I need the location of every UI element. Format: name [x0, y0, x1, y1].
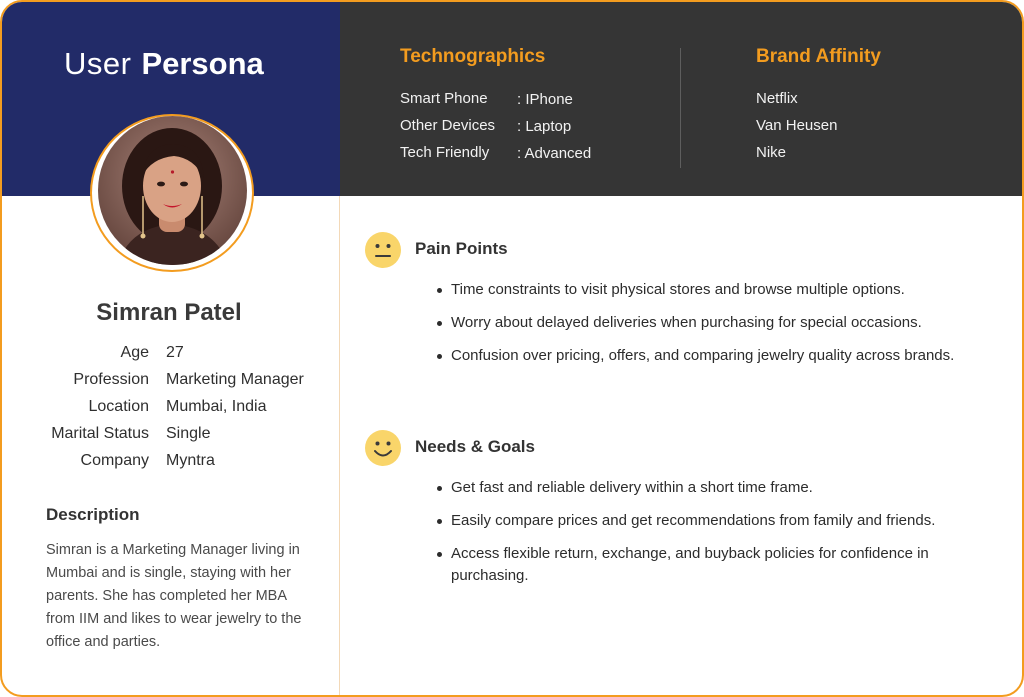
smiling-face-icon: [364, 429, 402, 467]
needs-goals-list: [436, 477, 996, 598]
technographics-key: Tech Friendly: [400, 144, 490, 161]
persona-name: Simran Patel: [96, 299, 242, 326]
detail-row: [2, 371, 340, 398]
neutral-face-icon: [364, 231, 402, 269]
needs-goals-title: Needs & Goals: [415, 437, 535, 456]
header-divider: [680, 48, 681, 168]
list-item: Get fast and reliable delivery within a short time frame.: [436, 477, 996, 499]
description-title: Description: [46, 505, 140, 524]
technographics-value: : IPhone: [517, 91, 573, 108]
detail-value: Single: [166, 425, 211, 442]
title-light: User: [64, 46, 132, 81]
brand-item: Netflix: [756, 90, 798, 107]
detail-value: Mumbai, India: [166, 398, 267, 415]
brand-item: Nike: [756, 144, 787, 161]
avatar: [98, 116, 247, 265]
brand-item: Van Heusen: [756, 117, 838, 134]
brand-affinity-title: Brand Affinity: [756, 46, 881, 67]
technographics-key: Other Devices: [400, 117, 496, 134]
detail-row: [2, 425, 340, 452]
list-item: Easily compare prices and get recommendations from family and friends.: [436, 510, 996, 532]
detail-key: Location: [88, 398, 149, 415]
detail-value: Marketing Manager: [166, 371, 304, 388]
detail-key: Profession: [73, 371, 149, 388]
title-bold: Persona: [141, 46, 264, 81]
technographics-value: : Advanced: [517, 145, 592, 162]
technographics-key: Smart Phone: [400, 90, 488, 107]
detail-value: 27: [166, 344, 184, 361]
profile-details: [2, 344, 340, 479]
description-text: Simran is a Marketing Manager living in Mumbai and is single, staying with her parents. She has completed her MBA from IIM and likes to wear jewelry to the office and parties.: [46, 542, 302, 650]
right-header: [340, 2, 1024, 196]
detail-row: [2, 398, 340, 425]
list-item: Time constraints to visit physical stores and browse multiple options.: [436, 279, 996, 301]
list-item: Confusion over pricing, offers, and comparing jewelry quality across brands.: [436, 345, 996, 367]
detail-key: Company: [80, 452, 149, 469]
detail-row: [2, 452, 340, 479]
detail-key: Age: [120, 344, 149, 361]
detail-value: Myntra: [166, 452, 215, 469]
pain-points-list: [436, 279, 996, 378]
detail-row: [2, 344, 340, 371]
list-item: Worry about delayed deliveries when purchasing for special occasions.: [436, 312, 996, 334]
pain-points-title: Pain Points: [415, 239, 508, 258]
avatar-illustration: [98, 116, 247, 265]
column-divider: [339, 196, 340, 697]
detail-key: Marital Status: [51, 425, 149, 442]
list-item: Access flexible return, exchange, and buyback policies for confidence in purchasing.: [436, 543, 996, 587]
page-title: [64, 46, 264, 82]
technographics-title: Technographics: [400, 46, 546, 67]
technographics-value: : Laptop: [517, 118, 572, 135]
